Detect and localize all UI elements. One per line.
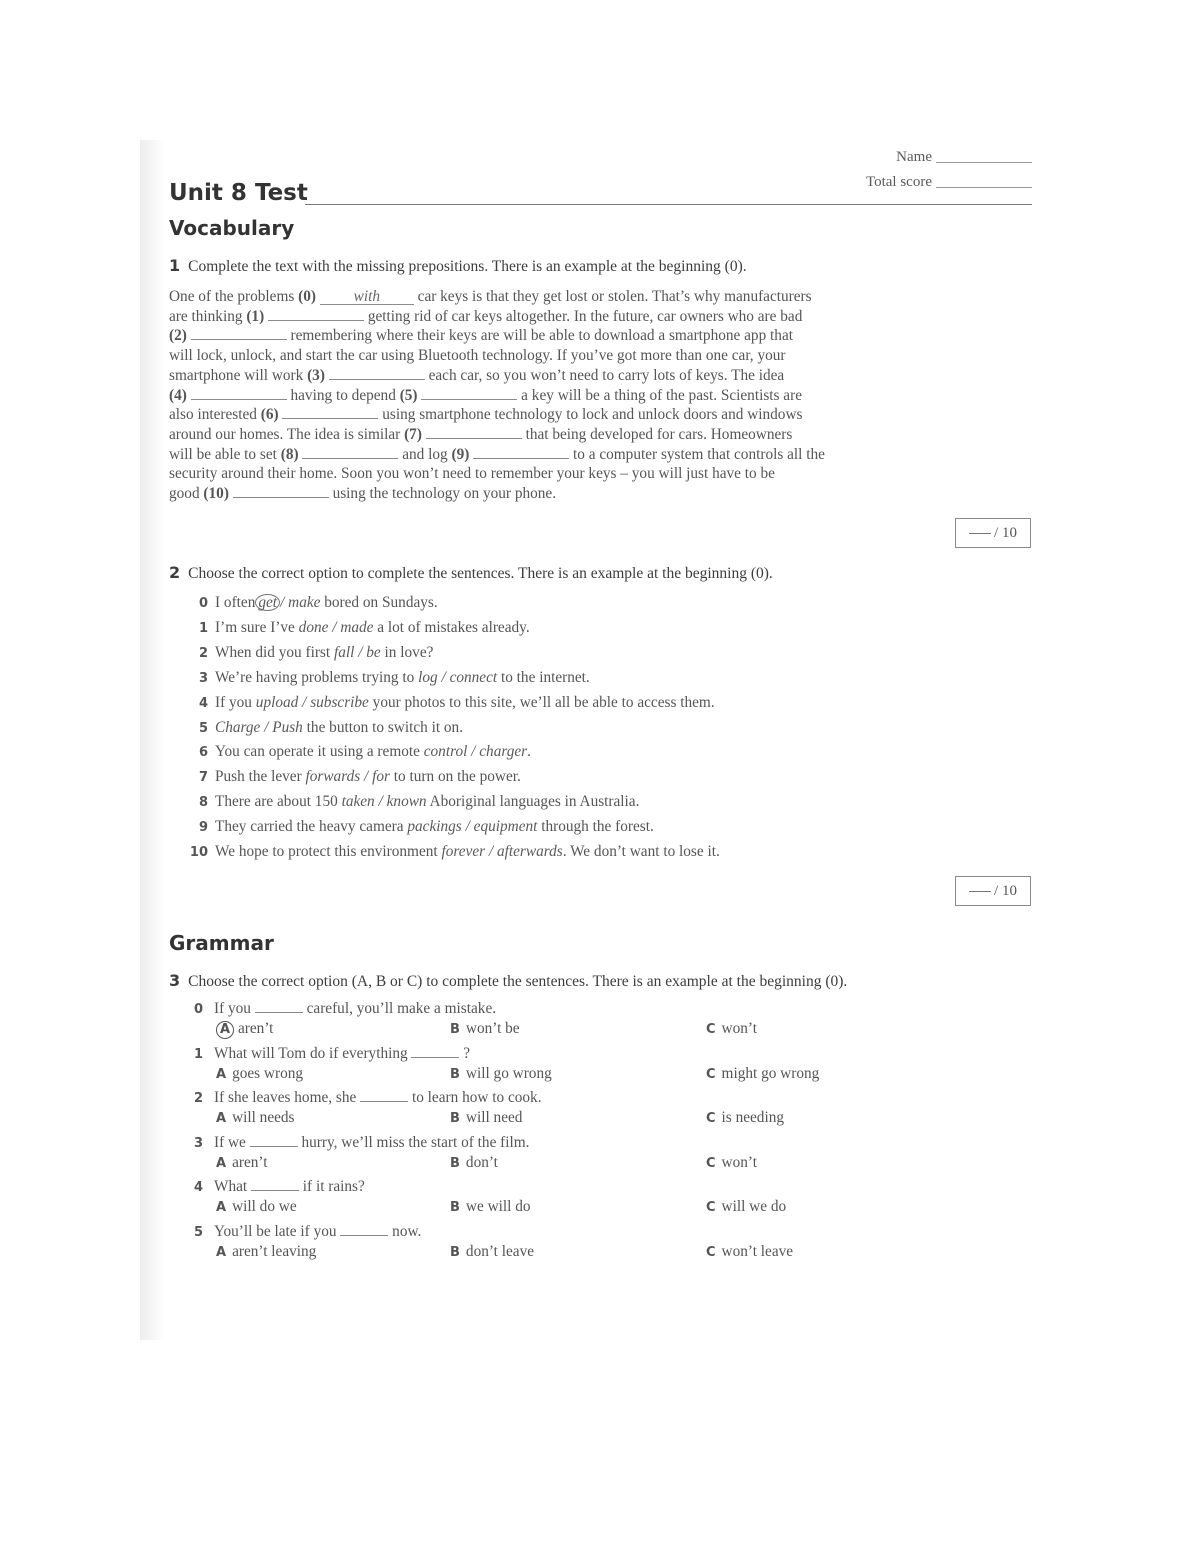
item-text: your photos to this site, we’ll all be able to access them.: [368, 693, 715, 711]
option-text: aren’t: [232, 1153, 268, 1171]
passage-line: [169, 445, 909, 465]
option-separator: /: [461, 818, 474, 836]
name-line[interactable]: [936, 162, 1032, 163]
item-text: Aboriginal languages in Australia.: [426, 793, 640, 811]
answer-blank[interactable]: [421, 387, 517, 400]
item-text: in love?: [380, 643, 434, 661]
passage-text: also interested: [169, 406, 261, 424]
ex2-instruction: [169, 563, 773, 583]
passage-text: smartphone will work: [169, 366, 308, 384]
option-separator: /: [374, 793, 387, 811]
passage-text: using the technology on your phone.: [328, 485, 557, 503]
ex3-question: [194, 1045, 470, 1063]
option-text: might go wrong: [721, 1064, 820, 1082]
option-text: won’t leave: [721, 1243, 794, 1260]
option-text: won’t: [721, 1020, 757, 1037]
question-text: If you: [214, 1000, 255, 1017]
question-number: 1: [194, 1046, 204, 1062]
option-separator: /: [280, 594, 289, 611]
passage-line: [169, 287, 909, 307]
item-text: .: [527, 743, 531, 761]
ex1-score: / 10: [994, 525, 1017, 541]
answer-blank[interactable]: [191, 327, 287, 340]
example-answer: [320, 289, 414, 305]
ex3-question: [194, 1223, 421, 1241]
question-number: 3: [194, 1135, 204, 1151]
answer-blank[interactable]: [191, 387, 287, 400]
option-b[interactable]: equipment: [473, 818, 538, 836]
option-text: won’t be: [465, 1020, 520, 1037]
ex1-instruction-text: Complete the text with the missing prepositions. There is an example at the beginning (0).: [188, 258, 747, 275]
option-letter: B: [450, 1111, 460, 1127]
passage-text: One of the problems: [169, 288, 299, 305]
answer-blank[interactable]: [426, 426, 522, 439]
option-text: goes wrong: [232, 1064, 304, 1082]
question-number: 5: [194, 1225, 204, 1240]
option-letter: C: [706, 1066, 716, 1082]
option-text: will needs: [232, 1109, 295, 1127]
item-number: 9: [198, 820, 208, 836]
ex1-score-box[interactable]: [955, 518, 1031, 548]
item-text: the button to switch it on.: [302, 718, 464, 736]
ex2-score: / 10: [994, 883, 1017, 899]
item-number: 6: [198, 745, 208, 761]
option-b[interactable]: [450, 1065, 552, 1083]
item-text: bored on Sundays.: [320, 594, 438, 611]
passage-text: getting rid of car keys altogether. In the future, car owners who are bad: [364, 307, 803, 325]
ex2-item: [186, 843, 720, 861]
option-c[interactable]: [706, 1198, 786, 1216]
passage-text: security around their home. Soon you won’t need to remember your keys – you will just have to be: [169, 465, 775, 483]
page-edge-shadow: [140, 140, 164, 1340]
answer-blank[interactable]: [329, 367, 425, 380]
total-score-label: Total score: [865, 174, 932, 190]
option-text: don’t leave: [465, 1243, 535, 1260]
option-letter: A: [216, 1066, 227, 1082]
option-text: don’t: [465, 1153, 498, 1171]
question-text: now.: [388, 1223, 422, 1240]
question-blank: [340, 1223, 388, 1236]
option-separator: /: [467, 743, 480, 761]
option-b[interactable]: made: [340, 618, 374, 636]
option-a[interactable]: [216, 1020, 273, 1039]
item-text: . We don’t want to lose it.: [562, 843, 720, 860]
option-a[interactable]: [216, 1109, 295, 1127]
option-b[interactable]: subscribe: [310, 693, 369, 711]
option-letter: B: [450, 1245, 460, 1260]
passage-line: [169, 366, 909, 386]
passage-line: [169, 484, 909, 504]
gap-number: (3): [307, 366, 325, 384]
passage-text: to a computer system that controls all the: [569, 445, 825, 463]
gap-number: (6): [260, 406, 279, 424]
passage-text: using smartphone technology to lock and unlock doors and windows: [378, 406, 803, 424]
ex2-item: [186, 793, 639, 811]
ex2-item: [186, 669, 590, 687]
score-blank: [969, 891, 991, 892]
option-a[interactable]: [216, 1065, 303, 1083]
item-text: There are about 150: [215, 793, 342, 811]
passage-line: [169, 405, 909, 425]
item-text: I often: [215, 594, 256, 611]
item-number: 8: [198, 795, 208, 811]
passage-line: [169, 346, 909, 366]
question-text: If she leaves home, she: [214, 1089, 361, 1107]
passage-text: good: [169, 485, 204, 503]
question-text: You’ll be late if you: [214, 1223, 341, 1240]
ex2-item: [186, 719, 463, 737]
gap-number: (8): [280, 445, 299, 463]
option-letter: B: [450, 1155, 460, 1171]
passage-text: will lock, unlock, and start the car using Bluetooth technology. If you’ve got more than one car, your: [169, 347, 786, 365]
name-field[interactable]: [896, 149, 1032, 166]
option-text: we will do: [465, 1198, 531, 1216]
item-text: We hope to protect this environment: [215, 843, 442, 860]
option-text: is needing: [721, 1109, 784, 1127]
passage-text: a key will be a thing of the past. Scientists are: [517, 386, 802, 404]
ex2-item: [186, 644, 433, 662]
option-separator: /: [298, 693, 311, 711]
option-letter: A: [216, 1200, 227, 1216]
gap-number: (9): [451, 445, 470, 463]
question-blank: [411, 1045, 459, 1058]
ex2-item: [186, 743, 531, 761]
question-blank: [250, 1134, 298, 1147]
option-letter: C: [706, 1245, 716, 1260]
item-text: You can operate it using a remote: [215, 743, 424, 761]
option-separator: /: [437, 668, 450, 686]
passage-line: [169, 307, 909, 327]
item-text: They carried the heavy camera: [215, 818, 408, 836]
option-text: will we do: [721, 1198, 787, 1216]
ex1-passage: [169, 287, 909, 504]
option-separator: /: [328, 618, 341, 636]
option-b[interactable]: afterwards: [496, 843, 563, 860]
ex1-instruction: [169, 256, 747, 276]
ex2-item: [186, 768, 521, 786]
gap-number: (0): [298, 288, 316, 305]
option-separator: /: [360, 768, 373, 786]
passage-line: [169, 425, 909, 445]
option-letter: C: [706, 1111, 716, 1127]
item-number: 10: [189, 845, 208, 860]
option-text: will go wrong: [465, 1064, 552, 1082]
option-text: won’t: [721, 1153, 757, 1171]
gap-number: (5): [399, 386, 418, 404]
vocabulary-heading: Vocabulary: [169, 216, 295, 240]
answer-blank[interactable]: [233, 485, 329, 498]
option-separator: /: [354, 643, 367, 661]
question-blank: [251, 1178, 299, 1191]
option-b[interactable]: [450, 1243, 534, 1261]
option-a[interactable]: control: [423, 743, 468, 761]
option-b[interactable]: connect: [449, 668, 498, 686]
ex3-question: [194, 1134, 530, 1152]
question-blank: [360, 1089, 408, 1102]
option-b[interactable]: charger: [479, 743, 528, 761]
gap-number: (2): [169, 327, 187, 345]
option-a[interactable]: log: [418, 668, 438, 686]
option-b[interactable]: [450, 1198, 531, 1216]
ex2-instruction-text: Choose the correct option to complete the sentences. There is an example at the beginning (0).: [188, 565, 773, 582]
option-c[interactable]: [706, 1020, 757, 1038]
option-letter: B: [450, 1200, 460, 1216]
question-text: if it rains?: [298, 1178, 365, 1196]
question-text: What: [214, 1178, 251, 1196]
answer-blank[interactable]: [302, 446, 398, 459]
question-text: If we: [214, 1133, 250, 1151]
question-number: 4: [194, 1180, 204, 1196]
item-number: 0: [198, 596, 208, 611]
option-b[interactable]: for: [372, 768, 390, 786]
item-text: We’re having problems trying to: [215, 668, 419, 686]
option-a[interactable]: fall: [333, 643, 355, 661]
item-text: If you: [215, 693, 256, 711]
option-separator: /: [260, 718, 273, 736]
name-label: Name: [896, 149, 932, 165]
question-text: ?: [459, 1044, 471, 1062]
passage-text: that being developed for cars. Homeowners: [521, 425, 793, 443]
option-c[interactable]: [706, 1109, 784, 1127]
option-c[interactable]: [706, 1065, 819, 1083]
question-text: What will Tom do if everything: [214, 1044, 412, 1062]
example-answer-text: with: [353, 288, 380, 305]
ex2-item: [186, 694, 715, 712]
option-c[interactable]: [706, 1154, 757, 1172]
option-letter: C: [706, 1022, 716, 1037]
option-c[interactable]: [706, 1243, 793, 1261]
answer-blank[interactable]: [268, 308, 364, 321]
gap-number: (4): [169, 386, 187, 404]
option-letter: C: [706, 1200, 716, 1216]
item-number: 2: [198, 645, 208, 661]
passage-text: will be able to set: [169, 445, 281, 463]
option-text: will need: [465, 1109, 523, 1127]
item-text: a lot of mistakes already.: [373, 618, 530, 636]
option-b[interactable]: [450, 1020, 520, 1038]
ex3-question: [194, 1178, 365, 1196]
page-title: Unit 8 Test: [169, 180, 308, 206]
passage-text: and log: [398, 445, 452, 463]
ex2-score-box[interactable]: [955, 876, 1031, 906]
option-a[interactable]: [216, 1198, 297, 1216]
item-text: Push the lever: [215, 768, 306, 786]
option-letter: B: [450, 1022, 460, 1037]
header-rule: [305, 204, 1032, 205]
option-letter: C: [706, 1155, 716, 1171]
option-a[interactable]: Charge: [215, 718, 261, 736]
ex1-number: 1: [169, 256, 181, 275]
option-a[interactable]: [216, 1154, 267, 1172]
ex2-number: 2: [169, 563, 181, 582]
option-b[interactable]: be: [366, 643, 381, 661]
item-text: When did you first: [215, 643, 334, 661]
ex3-question: [194, 1089, 542, 1107]
ex2-item: [186, 594, 438, 612]
item-number: 5: [198, 720, 208, 736]
option-a[interactable]: forever: [441, 843, 486, 860]
option-a[interactable]: get: [255, 594, 280, 611]
passage-text: remembering where their keys are will be able to download a smartphone app that: [286, 327, 793, 345]
ex3-instruction: [169, 971, 847, 991]
passage-line: [169, 326, 909, 346]
question-number: 2: [194, 1091, 204, 1107]
option-letter: A: [216, 1111, 227, 1127]
passage-line: [169, 464, 909, 484]
answer-blank[interactable]: [473, 446, 569, 459]
item-text: to the internet.: [497, 668, 590, 686]
passage-text: are thinking: [169, 307, 247, 325]
ex2-item: [186, 619, 530, 637]
passage-text: having to depend: [286, 386, 400, 404]
ex3-question: [194, 1000, 496, 1018]
option-letter: B: [450, 1066, 460, 1082]
option-a[interactable]: packings: [407, 818, 462, 836]
total-score-field[interactable]: [866, 174, 1032, 191]
question-text: hurry, we’ll miss the start of the film.: [297, 1133, 530, 1151]
question-number: 0: [194, 1002, 204, 1017]
passage-text: car keys is that they get lost or stolen. That’s why manufacturers: [413, 288, 812, 305]
option-text: will do we: [232, 1198, 297, 1216]
gap-number: (10): [203, 485, 229, 503]
item-number: 1: [198, 620, 208, 636]
passage-line: [169, 386, 909, 406]
option-separator: /: [485, 843, 497, 860]
option-a[interactable]: taken: [341, 793, 375, 811]
option-a[interactable]: upload: [255, 693, 299, 711]
passage-text: each car, so you won’t need to carry lots of keys. The idea: [424, 366, 785, 384]
option-b[interactable]: [450, 1109, 522, 1127]
option-a[interactable]: forwards: [305, 768, 361, 786]
option-a[interactable]: done: [298, 618, 329, 636]
gap-number: (1): [246, 307, 265, 325]
item-text: through the forest.: [537, 818, 654, 836]
question-text: to learn how to cook.: [408, 1089, 542, 1107]
option-b[interactable]: [450, 1154, 498, 1172]
ex3-number: 3: [169, 971, 181, 990]
item-text: to turn on the power.: [389, 768, 521, 786]
passage-text: around our homes. The idea is similar: [169, 425, 405, 443]
grammar-heading: Grammar: [169, 931, 274, 955]
option-text: aren’t: [238, 1020, 274, 1037]
option-b[interactable]: make: [288, 594, 321, 611]
question-text: careful, you’ll make a mistake.: [302, 1000, 497, 1017]
ex2-item: [186, 818, 654, 836]
question-blank: [255, 1000, 303, 1013]
option-b[interactable]: Push: [272, 718, 303, 736]
item-number: 4: [198, 695, 208, 711]
answer-blank[interactable]: [282, 406, 378, 419]
option-letter: A: [216, 1021, 234, 1039]
option-text: aren’t leaving: [232, 1243, 317, 1260]
score-blank: [969, 533, 991, 534]
total-score-line[interactable]: [936, 187, 1032, 188]
option-a[interactable]: [216, 1243, 316, 1261]
item-number: 3: [198, 670, 208, 686]
item-number: 7: [198, 770, 208, 786]
option-b[interactable]: known: [386, 793, 427, 811]
option-letter: A: [216, 1155, 227, 1171]
item-text: I’m sure I’ve: [215, 618, 299, 636]
option-letter: A: [216, 1245, 227, 1260]
ex3-instruction-text: Choose the correct option (A, B or C) to complete the sentences. There is an example at the beginning (0).: [188, 973, 848, 990]
gap-number: (7): [404, 425, 422, 443]
